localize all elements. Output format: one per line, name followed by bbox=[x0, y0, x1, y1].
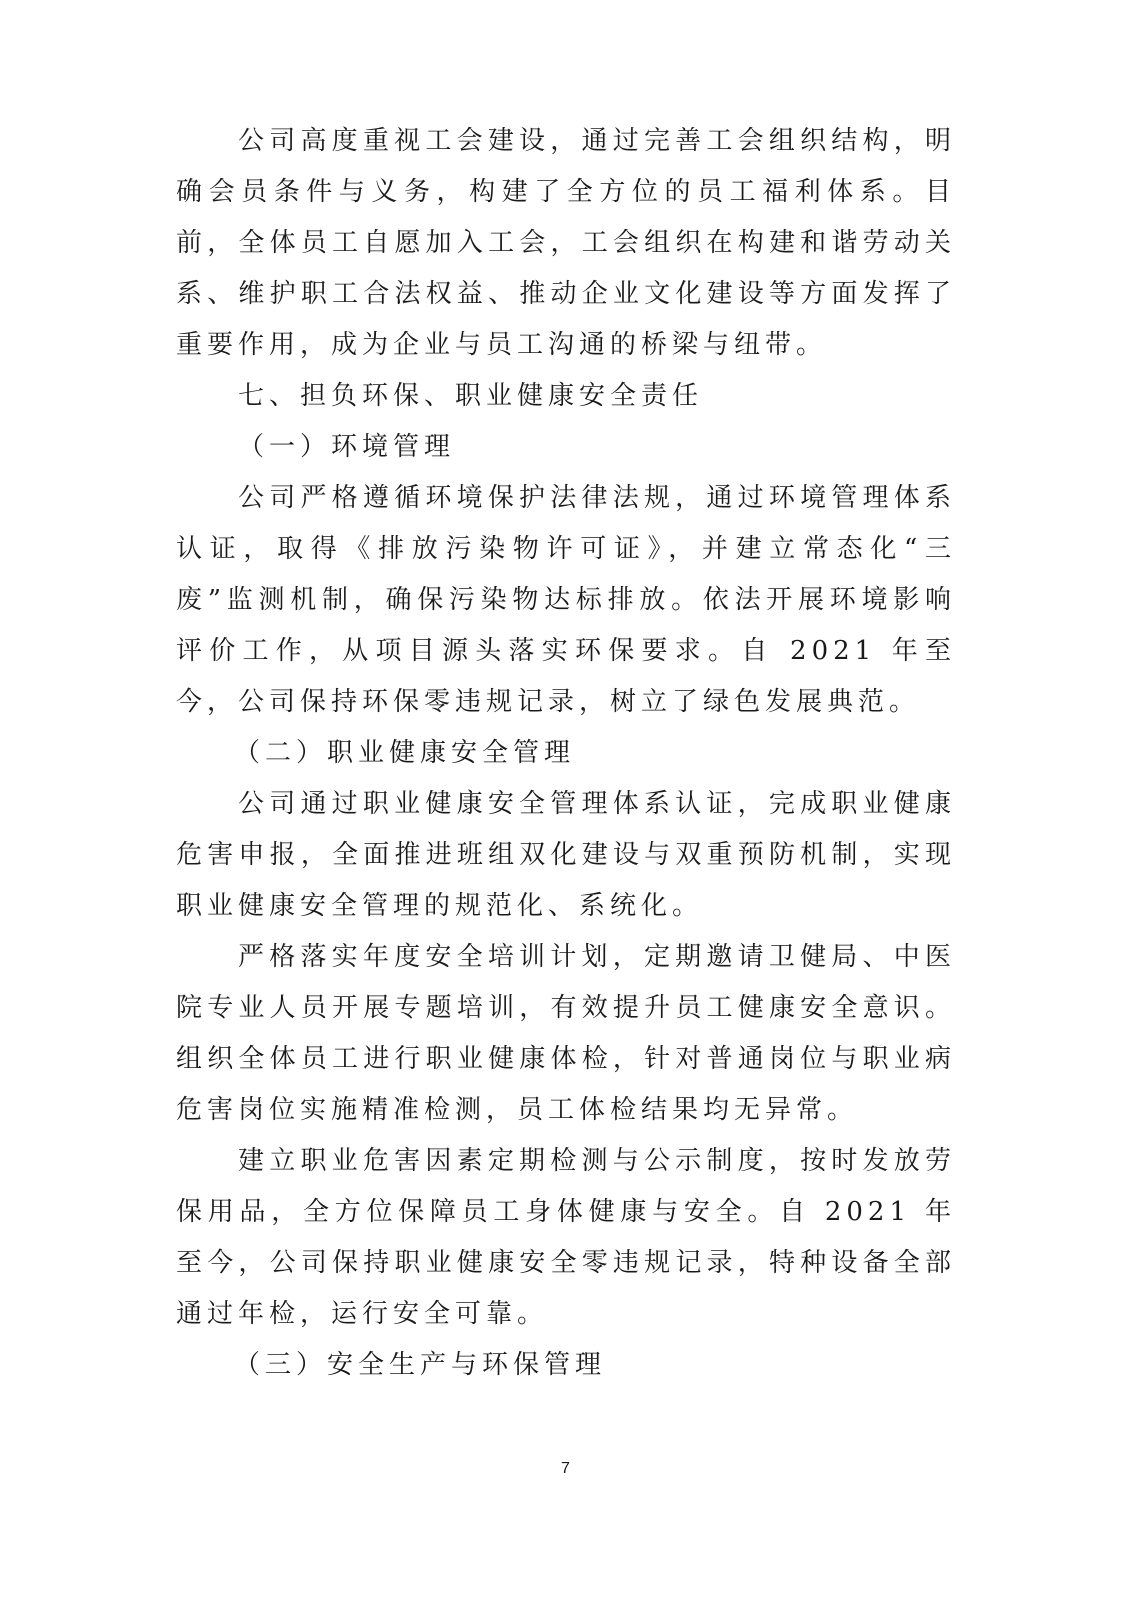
paragraph-ohs-certification: 公司通过职业健康安全管理体系认证，完成职业健康危害申报，全面推进班组双化建设与双重预防机制，实现职业健康安全管理的规范化、系统化。 bbox=[176, 789, 956, 921]
paragraph-safety-training: 严格落实年度安全培训计划，定期邀请卫健局、中医院专业人员开展专题培训，有效提升员工健康安全意识。组织全体员工进行职业健康体检，针对普通岗位与职业病危害岗位实施精准检测，员工体检结果均无异常。 bbox=[176, 942, 956, 1125]
subsection-heading-production-safety: （三）安全生产与环保管理 bbox=[234, 1350, 607, 1380]
paragraph-environment: 公司严格遵循环境保护法律法规，通过环境管理体系认证，取得《排放污染物许可证》，并建立常态化“三废”监测机制，确保污染物达标排放。依法开展环境影响评价工作，从项目源头落实环保要求。自 2021 年至今，公司保持环保零违规记录，树立了绿色发展典范。 bbox=[176, 483, 956, 717]
paragraph-union: 公司高度重视工会建设，通过完善工会组织结构，明确会员条件与义务，构建了全方位的员工福利体系。目前，全体员工自愿加入工会，工会组织在构建和谐劳动关系、维护职工合法权益、推动企业文化建设等方面发挥了重要作用，成为企业与员工沟通的桥梁与纽带。 bbox=[176, 126, 956, 360]
section-heading-7: 七、担负环保、职业健康安全责任 bbox=[238, 381, 704, 411]
paragraph-hazard-monitoring: 建立职业危害因素定期检测与公示制度，按时发放劳保用品，全方位保障员工身体健康与安全。自 2021 年至今，公司保持职业健康安全零违规记录，特种设备全部通过年检，运行安全可靠。 bbox=[176, 1146, 956, 1329]
document-body bbox=[176, 116, 956, 1391]
page-number: 7 bbox=[561, 1460, 570, 1477]
subsection-heading-ohs: （二）职业健康安全管理 bbox=[234, 738, 576, 768]
subsection-heading-environment: （一）环境管理 bbox=[238, 432, 456, 462]
